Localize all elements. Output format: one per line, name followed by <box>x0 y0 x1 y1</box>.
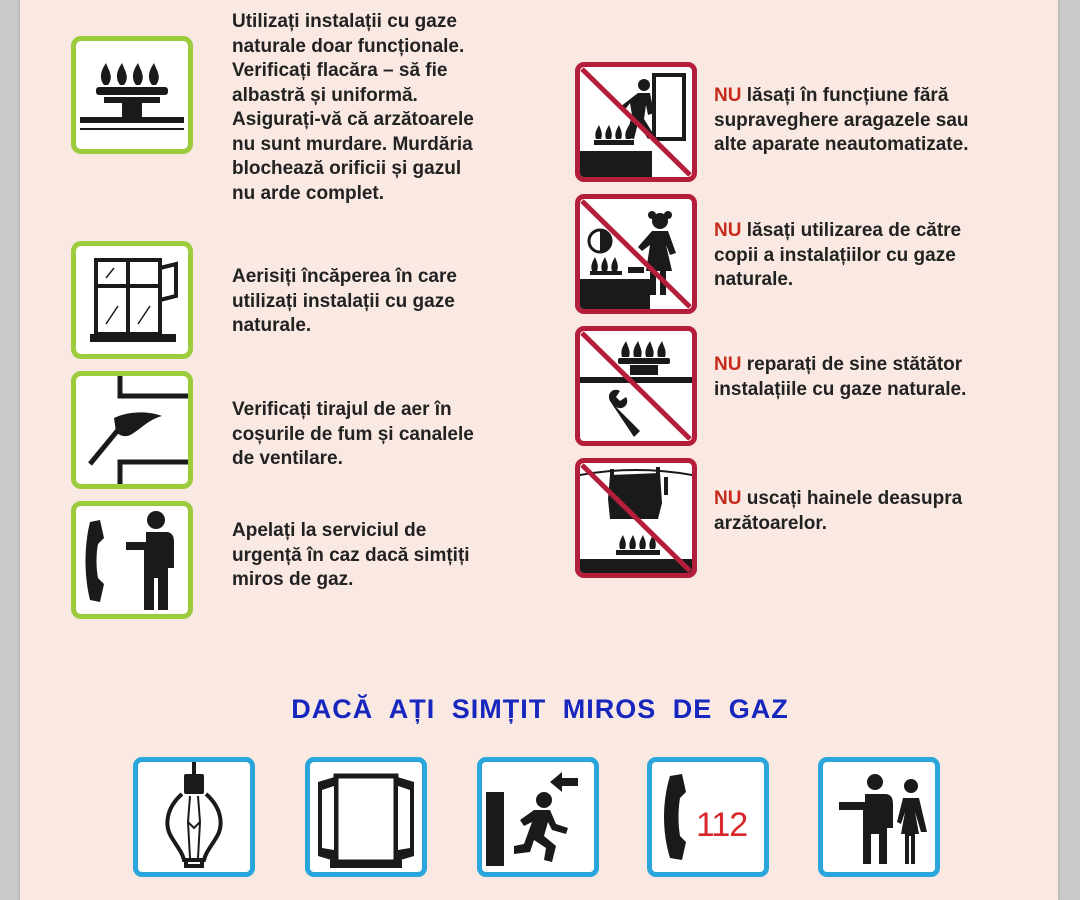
open-window-icon <box>305 757 427 877</box>
exit-running-icon <box>477 757 599 877</box>
light-bulb-icon <box>133 757 255 877</box>
right-text-4 <box>714 487 962 536</box>
gas-burner-icon <box>71 36 193 154</box>
emergency-number: 112 <box>696 806 748 844</box>
text-line <box>714 353 966 378</box>
text-line: coșurile de fum și canalele <box>232 423 474 445</box>
text-line: Verificați flacăra – să fie <box>232 60 448 81</box>
right-text-1 <box>714 84 969 158</box>
text-segment: lăsați în funcțiune fără <box>741 85 949 106</box>
left-text-4 <box>232 519 470 593</box>
text-line: naturale doar funcționale. <box>232 35 465 57</box>
no-self-repair-icon <box>575 326 697 446</box>
text-line: naturale. <box>232 315 312 336</box>
text-line <box>714 219 961 244</box>
text-line: Apelați la serviciul de <box>232 520 427 541</box>
text-line <box>714 487 962 512</box>
window-icon <box>71 241 193 359</box>
right-text-2 <box>714 219 961 293</box>
text-line: naturale. <box>714 269 794 290</box>
text-line: nu sunt murdare. Murdăria <box>232 133 473 155</box>
text-line: copii a instalațiilor cu gaze <box>714 244 956 266</box>
left-text-2 <box>232 265 457 339</box>
chimney-draft-icon <box>71 371 193 489</box>
text-line: instalațiile cu gaze naturale. <box>714 378 967 400</box>
text-line: de ventilare. <box>232 448 343 469</box>
text-segment: lăsați utilizarea de către <box>741 220 962 241</box>
text-line: Asigurați-vă că arzătoarele <box>232 109 474 130</box>
text-segment: reparați de sine stătător <box>741 354 963 375</box>
text-line: Verificați tirajul de aer în <box>232 399 452 420</box>
text-line: blochează orificii și gazul <box>232 158 462 179</box>
no-drying-clothes-icon <box>575 458 697 578</box>
text-line: miros de gaz. <box>232 569 354 590</box>
people-icon <box>818 757 940 877</box>
phone-call-icon <box>71 501 193 619</box>
text-line: supraveghere aragazele sau <box>714 109 969 131</box>
text-line: nu arde complet. <box>232 182 385 204</box>
text-line: albastră și uniformă. <box>232 84 418 106</box>
no-children-icon <box>575 194 697 314</box>
text-line: alte aparate neautomatizate. <box>714 134 969 155</box>
emergency-phone-icon <box>647 757 769 877</box>
text-line: utilizați instalații cu gaze <box>232 290 455 312</box>
left-text-3 <box>232 398 474 472</box>
section-heading: DACĂ AȚI SIMȚIT MIROS DE GAZ <box>291 694 789 724</box>
text-line: Aerisiți încăperea în care <box>232 266 457 287</box>
text-line: arzătoarelor. <box>714 512 827 534</box>
text-segment: uscați hainele deasupra <box>741 488 963 509</box>
text-line: urgență în caz dacă simțiți <box>232 544 470 566</box>
left-text-1 <box>232 10 474 206</box>
nu-label: NU <box>714 488 742 509</box>
text-line <box>714 84 969 109</box>
text-line: Utilizați instalații cu gaze <box>232 11 457 32</box>
right-text-3 <box>714 353 966 402</box>
nu-label: NU <box>714 354 742 375</box>
nu-label: NU <box>714 220 742 241</box>
nu-label: NU <box>714 85 742 106</box>
no-unattended-stove-icon <box>575 62 697 182</box>
